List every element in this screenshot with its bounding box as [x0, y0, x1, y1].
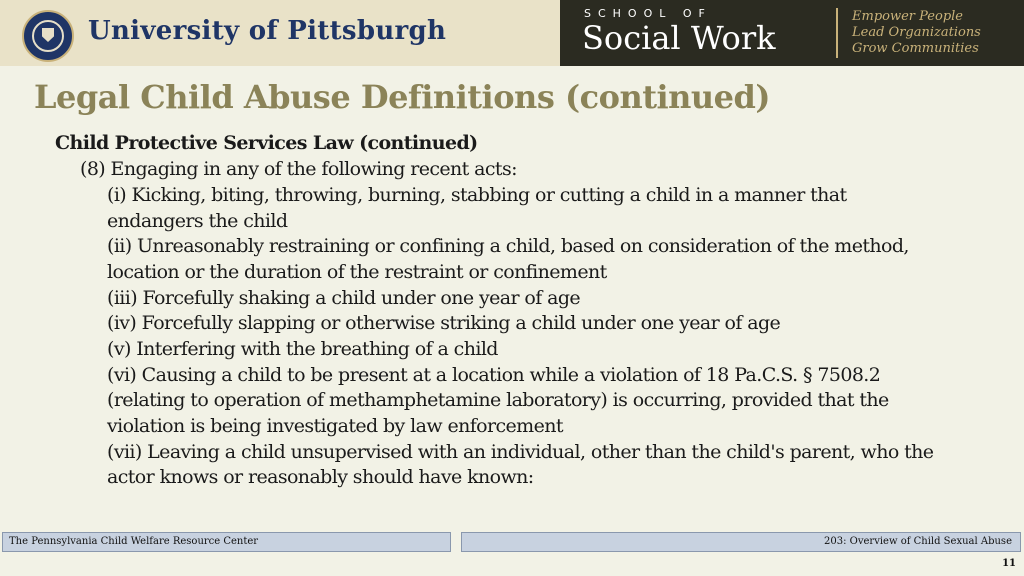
school-label: SCHOOL OF — [584, 7, 712, 20]
school-logo-block — [560, 0, 1024, 66]
footer-organization: The Pennsylvania Child Welfare Resource Center — [9, 536, 259, 547]
list-item-continuation: actor knows or reasonably should have known: — [107, 466, 534, 488]
list-item-continuation: endangers the child — [107, 210, 288, 232]
footer-course-title: 203: Overview of Child Sexual Abuse — [824, 536, 1012, 547]
list-item-continuation: violation is being investigated by law enforcement — [107, 415, 563, 437]
logo-divider — [836, 8, 838, 58]
list-item: (i) Kicking, biting, throwing, burning, stabbing or cutting a child in a manner that — [107, 184, 847, 206]
slide-title: Legal Child Abuse Definitions (continued) — [34, 78, 771, 116]
university-name: University of Pittsburgh — [88, 16, 447, 46]
list-item: (iv) Forcefully slapping or otherwise striking a child under one year of age — [107, 312, 781, 334]
tagline-line-3: Grow Communities — [852, 41, 979, 56]
list-item: (v) Interfering with the breathing of a child — [107, 338, 498, 360]
list-item: (vii) Leaving a child unsupervised with an individual, other than the child's parent, who the — [107, 441, 934, 463]
school-tagline — [852, 9, 981, 57]
university-seal-icon — [22, 10, 74, 62]
school-name: Social Work — [582, 19, 776, 57]
list-item-continuation: location or the duration of the restraint or confinement — [107, 261, 607, 283]
list-item: (vi) Causing a child to be present at a location while a violation of 18 Pa.C.S. § 7508.2 — [107, 364, 881, 386]
tagline-line-2: Lead Organizations — [852, 25, 981, 40]
footer-left-bar — [2, 532, 451, 552]
footer-right-bar — [461, 532, 1021, 552]
section-heading: Child Protective Services Law (continued) — [55, 132, 478, 154]
list-item: (iii) Forcefully shaking a child under one year of age — [107, 287, 581, 309]
list-item: (ii) Unreasonably restraining or confining a child, based on consideration of the method, — [107, 235, 909, 257]
list-item-continuation: (relating to operation of methamphetamine laboratory) is occurring, provided that the — [107, 389, 889, 411]
page-number: 11 — [1002, 558, 1016, 569]
list-item: (8) Engaging in any of the following recent acts: — [80, 158, 517, 180]
header-banner — [0, 0, 1024, 66]
tagline-line-1: Empower People — [852, 9, 963, 24]
